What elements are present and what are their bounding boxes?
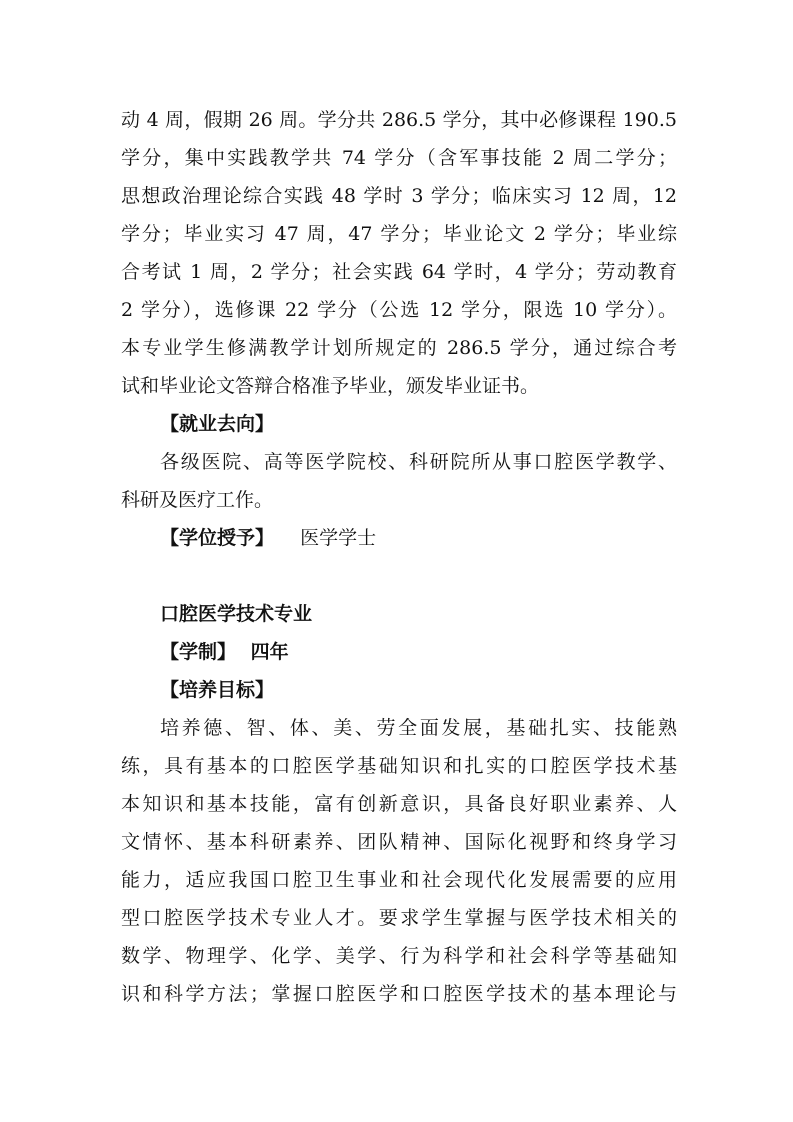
paragraph-line: 合考试 1 周，2 学分；社会实践 64 学时，4 学分；劳动教育 (121, 261, 677, 283)
goal-line: 文情怀、基本科研素养、团队精神、国际化视野和终身学习 (121, 831, 677, 853)
goal-line: 能力，适应我国口腔卫生事业和社会现代化发展需要的应用 (121, 869, 677, 891)
paragraph-line: 思想政治理论综合实践 48 学时 3 学分；临床实习 12 周，12 (121, 185, 677, 207)
goal-heading: 【培养目标】 (160, 679, 275, 701)
duration-heading: 【学制】 (160, 641, 237, 663)
goal-line: 识和科学方法；掌握口腔医学和口腔医学技术的基本理论与 (121, 983, 677, 1005)
degree-row (160, 525, 677, 551)
duration-value: 四年 (250, 641, 289, 663)
major-title: 口腔医学技术专业 (160, 603, 313, 625)
paragraph-line: 本专业学生修满教学计划所规定的 286.5 学分，通过综合考 (121, 337, 677, 359)
duration-row (160, 639, 677, 665)
career-heading: 【就业去向】 (160, 413, 275, 435)
career-line: 科研及医疗工作。 (121, 489, 274, 511)
degree-heading: 【学位授予】 (160, 527, 275, 549)
goal-line: 培养德、智、体、美、劳全面发展，基础扎实、技能熟 (160, 717, 677, 739)
goal-line: 数学、物理学、化学、美学、行为科学和社会科学等基础知 (121, 945, 677, 967)
goal-line: 练，具有基本的口腔医学基础知识和扎实的口腔医学技术基 (121, 755, 677, 777)
paragraph-line: 2 学分），选修课 22 学分（公选 12 学分，限选 10 学分）。 (121, 299, 677, 321)
paragraph-line: 学分；毕业实习 47 周，47 学分；毕业论文 2 学分；毕业综 (121, 223, 677, 245)
paragraph-line: 动 4 周，假期 26 周。学分共 286.5 学分，其中必修课程 190.5 (121, 109, 677, 131)
degree-value: 医学学士 (300, 527, 377, 549)
paragraph-line: 试和毕业论文答辩合格准予毕业，颁发毕业证书。 (121, 375, 540, 397)
goal-line: 本知识和基本技能，富有创新意识，具备良好职业素养、人 (121, 793, 677, 815)
career-line: 各级医院、高等医学院校、科研院所从事口腔医学教学、 (160, 451, 677, 473)
paragraph-line: 学分，集中实践教学共 74 学分（含军事技能 2 周二学分； (121, 147, 677, 169)
goal-line: 型口腔医学技术专业人才。要求学生掌握与医学技术相关的 (121, 907, 677, 929)
